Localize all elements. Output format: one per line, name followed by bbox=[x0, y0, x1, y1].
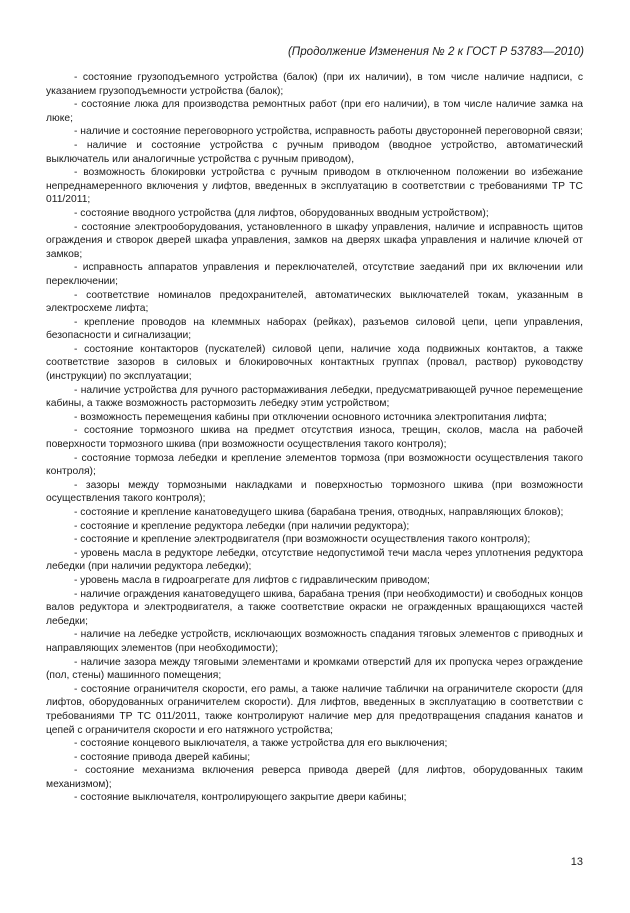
list-item: - крепление проводов на клеммных наборах (рейках), разъемов силовой цепи, цепи управления, безопасности и сигнализации; bbox=[46, 316, 583, 342]
list-item: - наличие ограждения канатоведущего шкива, барабана трения (при необходимости) и свободных концов валов редуктора и электродвигателя, а также соответствие окраски не огражденных вращающихся частей лебедки; bbox=[46, 588, 583, 627]
list-item: - состояние выключателя, контролирующего закрытие двери кабины; bbox=[74, 792, 407, 804]
list-item: - возможность перемещения кабины при отключении основного источника электропитания лифта; bbox=[74, 411, 547, 423]
list-item: - возможность блокировки устройства с ручным приводом в отключенном положении во избежание непреднамеренного включения у лифтов, введенных в эксплуатацию в соответствии с требованиями ТР ТС 011/2011; bbox=[46, 167, 583, 206]
list-item: - состояние и крепление электродвигателя (при возможности осуществления такого контроля); bbox=[74, 534, 531, 546]
list-item: - состояние электрооборудования, установленного в шкафу управления, наличие и исправность щитов ограждения и створок дверей шкафа управления, замков на дверях шкафа управления и наличие ключей от замков; bbox=[46, 221, 583, 260]
list-item: - наличие зазора между тяговыми элементами и кромками отверстий для их пропуска через ограждение (пол, стены) машинного помещения; bbox=[46, 656, 583, 682]
list-item: - состояние грузоподъемного устройства (балок) (при их наличии), в том числе наличие надписи, с указанием грузоподъемности устройства (балок); bbox=[46, 72, 583, 97]
list-item: - наличие устройства для ручного растормаживания лебедки, предусматривающей ручное перемещение кабины, а также возможность растормозить лебедку этим устройством; bbox=[46, 384, 583, 410]
list-item: - состояние контакторов (пускателей) силовой цепи, наличие хода подвижных контактов, а также соответствие зазоров в силовых и блокировочных контактных группах (провал, раствор) руководству (инструкции) по эксплуатации; bbox=[46, 343, 583, 383]
list-item: - наличие и состояние переговорного устройства, исправность работы двусторонней переговорной связи; bbox=[74, 126, 583, 138]
list-item: - состояние ограничителя скорости, его рамы, а также наличие таблички на ограничителе скорости (для лифтов, оборудованных ограничителем скорости). Для лифтов, введенных в эксплуатацию в соответствии с требованиями ТР ТС 011/2011, также контролируют наличие мер для предотвращения спадания канатов и цепей с ограничителя скорости и его натяжного устройства; bbox=[46, 683, 583, 736]
list-item: - состояние и крепление редуктора лебедки (при наличии редуктора); bbox=[74, 520, 410, 532]
list-item: - состояние вводного устройства (для лифтов, оборудованных вводным устройством); bbox=[74, 207, 489, 219]
list-item: - зазоры между тормозными накладками и поверхностью тормозного шкива (при возможности осуществления такого контроля); bbox=[46, 479, 583, 505]
list-item: - наличие на лебедке устройств, исключающих возможность спадания тяговых элементов с приводных и направляющих элементов (при необходимости); bbox=[46, 629, 583, 654]
list-item: - наличие и состояние устройства с ручным приводом (вводное устройство, автоматический выключатель или аналогичные устройства с ручным приводом), bbox=[46, 139, 583, 165]
list-item: - состояние концевого выключателя, а также устройства для его выключения; bbox=[74, 738, 448, 750]
list-item: - соответствие номиналов предохранителей, автоматических выключателей токам, указанным в электросхеме лифта; bbox=[46, 289, 583, 315]
page-number: 13 bbox=[570, 856, 583, 868]
list-item: - состояние люка для производства ремонтных работ (при его наличии), в том числе наличие замка на люке; bbox=[46, 99, 583, 124]
body-text bbox=[46, 71, 583, 805]
list-item: - состояние и крепление канатоведущего шкива (барабана трения, отводных, направляющих блоков); bbox=[74, 507, 564, 518]
list-item: - состояние тормозного шкива на предмет отсутствия износа, трещин, сколов, масла на рабочей поверхности тормозного шкива (при возможности осуществления такого контроля); bbox=[46, 425, 583, 451]
list-item: - состояние тормоза лебедки и крепление элементов тормоза (при возможности осуществления такого контроля); bbox=[46, 452, 583, 478]
list-item: - уровень масла в редукторе лебедки, отсутствие недопустимой течи масла через уплотнения редуктора лебедки (при наличии редуктора лебедки); bbox=[46, 547, 583, 573]
list-item: - состояние привода дверей кабины; bbox=[74, 751, 251, 763]
page-header: (Продолжение Изменения № 2 к ГОСТ Р 53783—2010) bbox=[287, 45, 584, 58]
list-item: - исправность аппаратов управления и переключателей, отсутствие заеданий при их включении или переключении; bbox=[46, 262, 583, 287]
list-item: - уровень масла в гидроагрегате для лифтов с гидравлическим приводом; bbox=[74, 574, 430, 586]
list-item: - состояние механизма включения реверса привода дверей (для лифтов, оборудованных таким механизмом); bbox=[46, 765, 583, 790]
